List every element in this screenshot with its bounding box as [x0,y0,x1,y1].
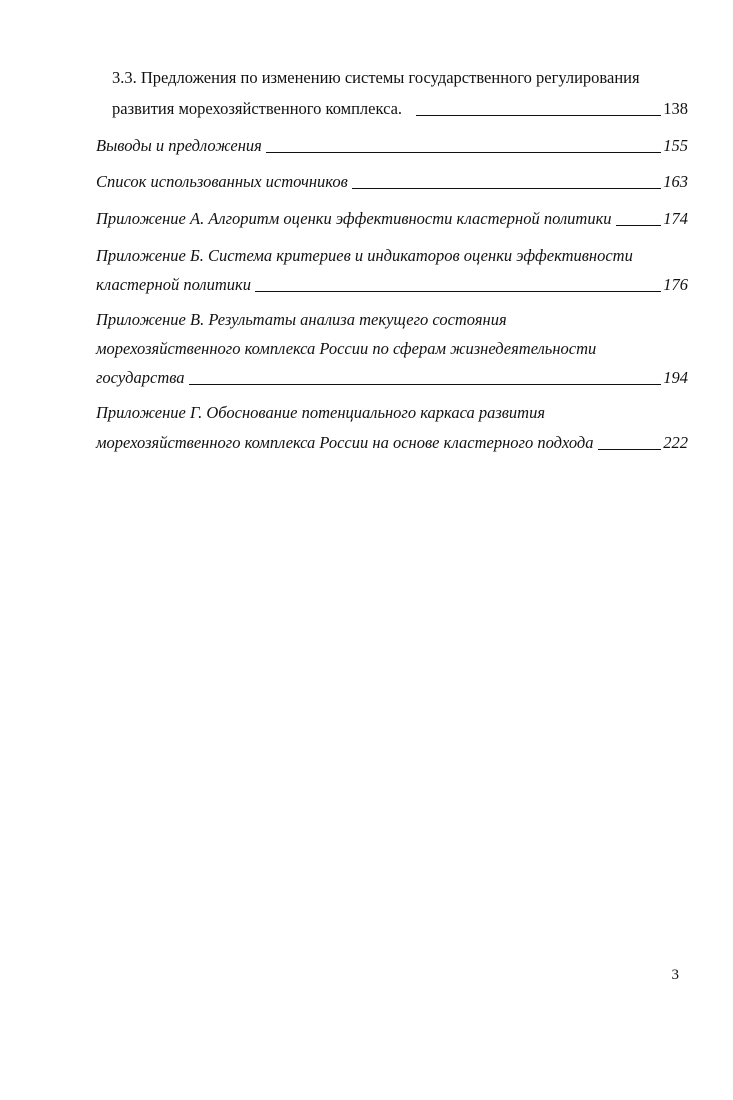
toc-entry-text: Список использованных источников [96,172,348,191]
toc-entry-text: Приложение Г. Обоснование потенциального каркаса развития [96,403,546,422]
toc-entry-appendix-v-line-3 [96,362,688,388]
toc-entry-text: 3.3. Предложения по изменению системы государственного регулирования [112,68,640,87]
toc-entry-text: Приложение Б. Система критериев и индикаторов оценки эффективности [96,246,633,265]
dot-leader [352,188,661,189]
toc-entry-3-3-line-2 [112,93,688,119]
toc-entry-appendix-b-line-1 [96,240,688,266]
toc-entry-appendix-a [96,203,688,229]
toc-entry-3-3-line-1 [112,62,688,88]
toc-page-number: 222 [663,433,688,452]
toc-page-number: 174 [663,209,688,228]
toc-entry-appendix-v-line-1 [96,304,688,330]
dot-leader [598,449,662,450]
toc-page-number: 194 [663,368,688,387]
toc-entry-text: Приложение В. Результаты анализа текущего состояния [96,310,507,329]
toc-page-number: 155 [663,136,688,155]
toc-entry-conclusions [96,130,688,156]
dot-leader [189,384,662,385]
toc-page-number: 176 [663,275,688,294]
toc-entry-text: государства [96,368,185,387]
toc-entry-sources [96,166,688,192]
dot-leader [255,291,661,292]
dot-leader [266,152,661,153]
toc-page-number: 138 [663,99,688,118]
dot-leader [416,115,661,116]
toc-entry-text: кластерной политики [96,275,251,294]
toc-entry-text: развития морехозяйственного комплекса. [112,99,403,118]
toc-entry-text: Выводы и предложения [96,136,262,155]
page-number: 3 [671,967,679,983]
toc-entry-text: Приложение А. Алгоритм оценки эффективности кластерной политики [96,209,612,228]
toc-entry-appendix-g-line-2 [96,427,688,453]
toc-entry-text: морехозяйственного комплекса России на основе кластерного подхода [96,433,594,452]
toc-entry-appendix-g-line-1 [96,397,688,423]
dot-leader [616,225,662,226]
toc-page-number: 163 [663,172,688,191]
toc-entry-text: морехозяйственного комплекса России по сферам жизнедеятельности [96,339,597,358]
toc-entry-appendix-v-line-2 [96,333,688,359]
toc-entry-appendix-b-line-2 [96,269,688,295]
